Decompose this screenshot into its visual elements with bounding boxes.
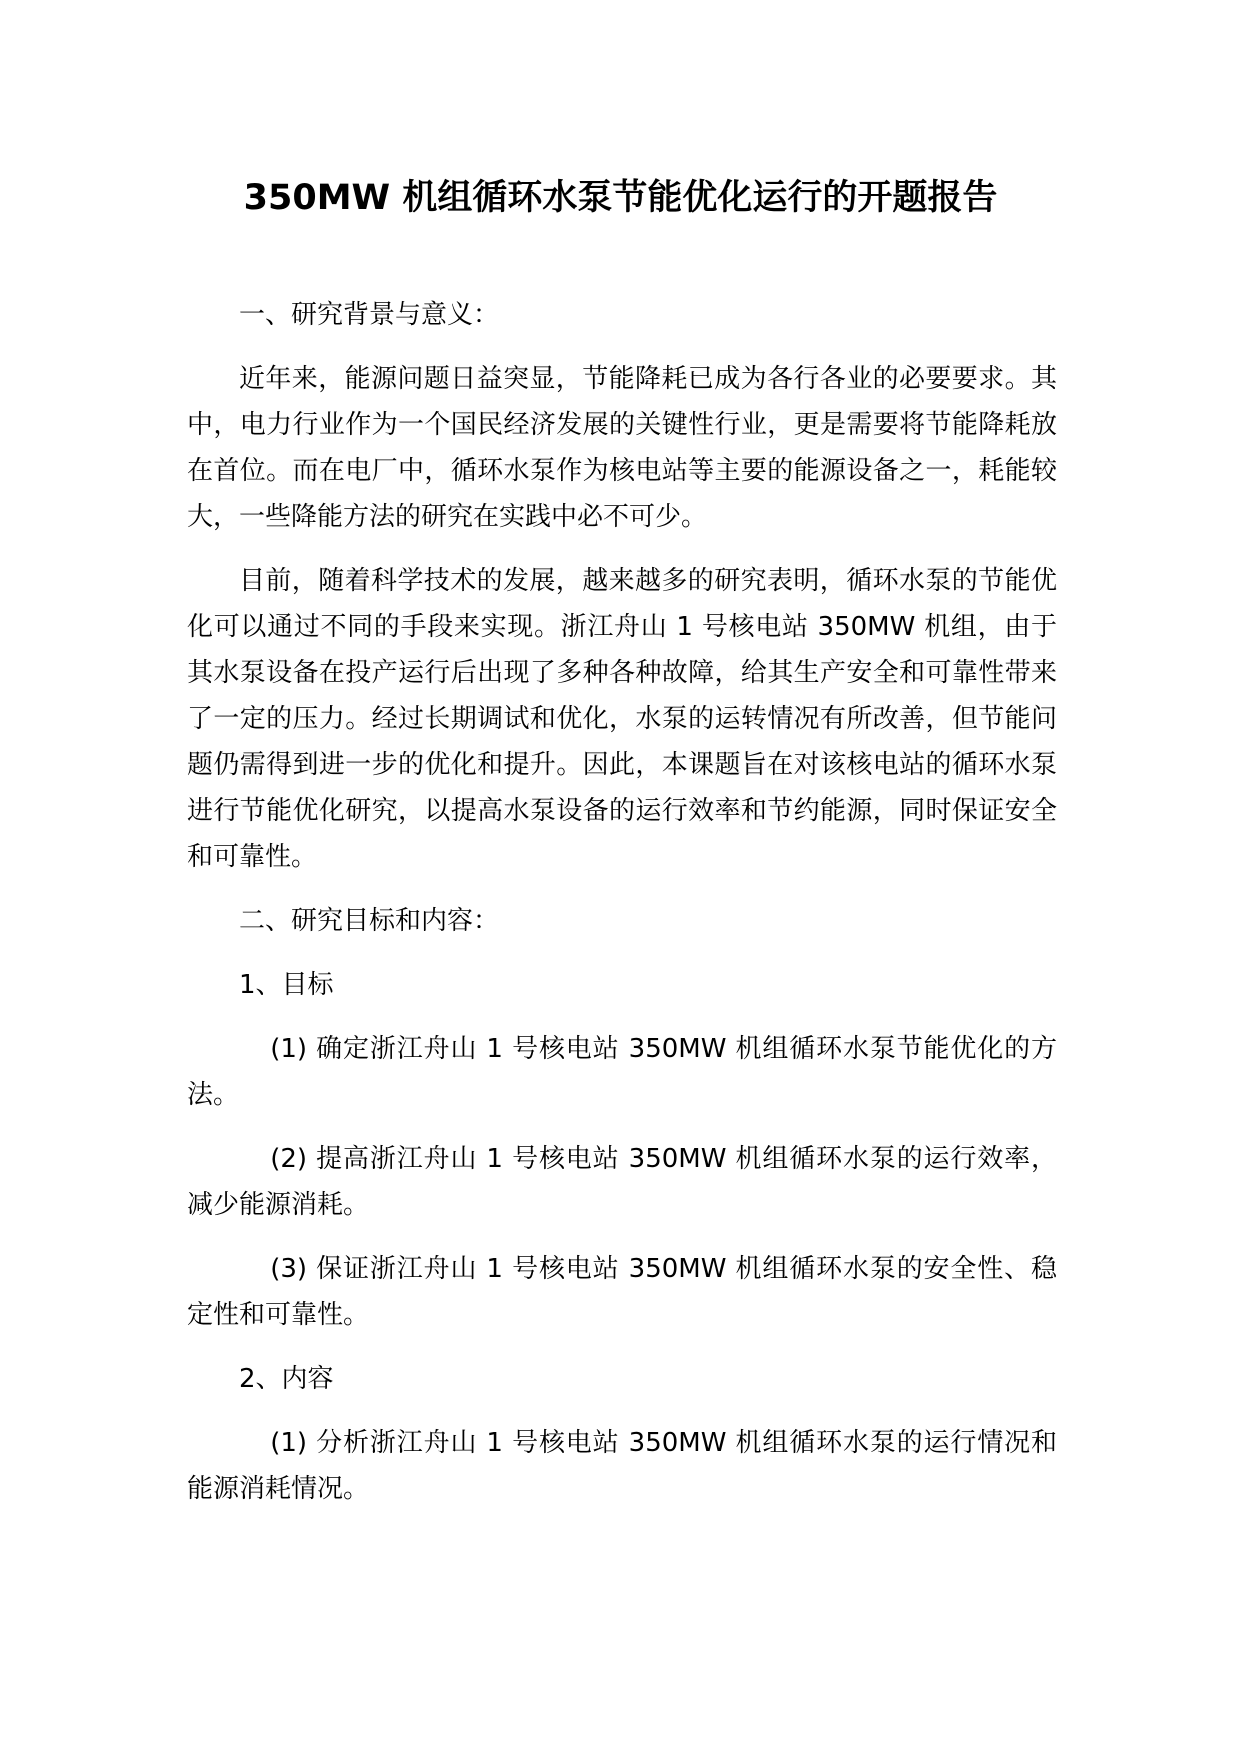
- section-heading-goals-content: 二、研究目标和内容：: [239, 906, 500, 936]
- document-body: [187, 292, 1057, 1530]
- content-item: (1) 分析浙江舟山 1 号核电站 350MW 机组循环水泵的运行情况和能源消耗情况。: [187, 1428, 1057, 1504]
- paragraph-background-1: 近年来，能源问题日益突显，节能降耗已成为各行各业的必要要求。其中，电力行业作为一个国民经济发展的关键性行业，更是需要将节能降耗放在首位。而在电厂中，循环水泵作为核电站等主要的能源设备之一，耗能较大，一些降能方法的研究在实践中必不可少。: [187, 364, 1057, 532]
- paragraph-background-2: 目前，随着科学技术的发展，越来越多的研究表明，循环水泵的节能优化可以通过不同的手段来实现。浙江舟山 1 号核电站 350MW 机组，由于其水泵设备在投产运行后出现了多种各种故障，给其生产安全和可靠性带来了一定的压力。经过长期调试和优化，水泵的运转情况有所改善，但节能问题仍需得到进一步的优化和提升。因此，本课题旨在对该核电站的循环水泵进行节能优化研究，以提高水泵设备的运行效率和节约能源，同时保证安全和可靠性。: [187, 566, 1057, 872]
- subheading-content: 2、内容: [239, 1364, 334, 1394]
- goal-item: (1) 确定浙江舟山 1 号核电站 350MW 机组循环水泵节能优化的方法。: [187, 1034, 1057, 1110]
- goal-item: (2) 提高浙江舟山 1 号核电站 350MW 机组循环水泵的运行效率，减少能源消耗。: [187, 1144, 1057, 1220]
- document-title: 350MW 机组循环水泵节能优化运行的开题报告: [243, 178, 998, 218]
- section-heading-background: 一、研究背景与意义：: [239, 300, 500, 330]
- subheading-goals: 1、目标: [239, 970, 334, 1000]
- goal-item: (3) 保证浙江舟山 1 号核电站 350MW 机组循环水泵的安全性、稳定性和可靠性。: [187, 1254, 1057, 1330]
